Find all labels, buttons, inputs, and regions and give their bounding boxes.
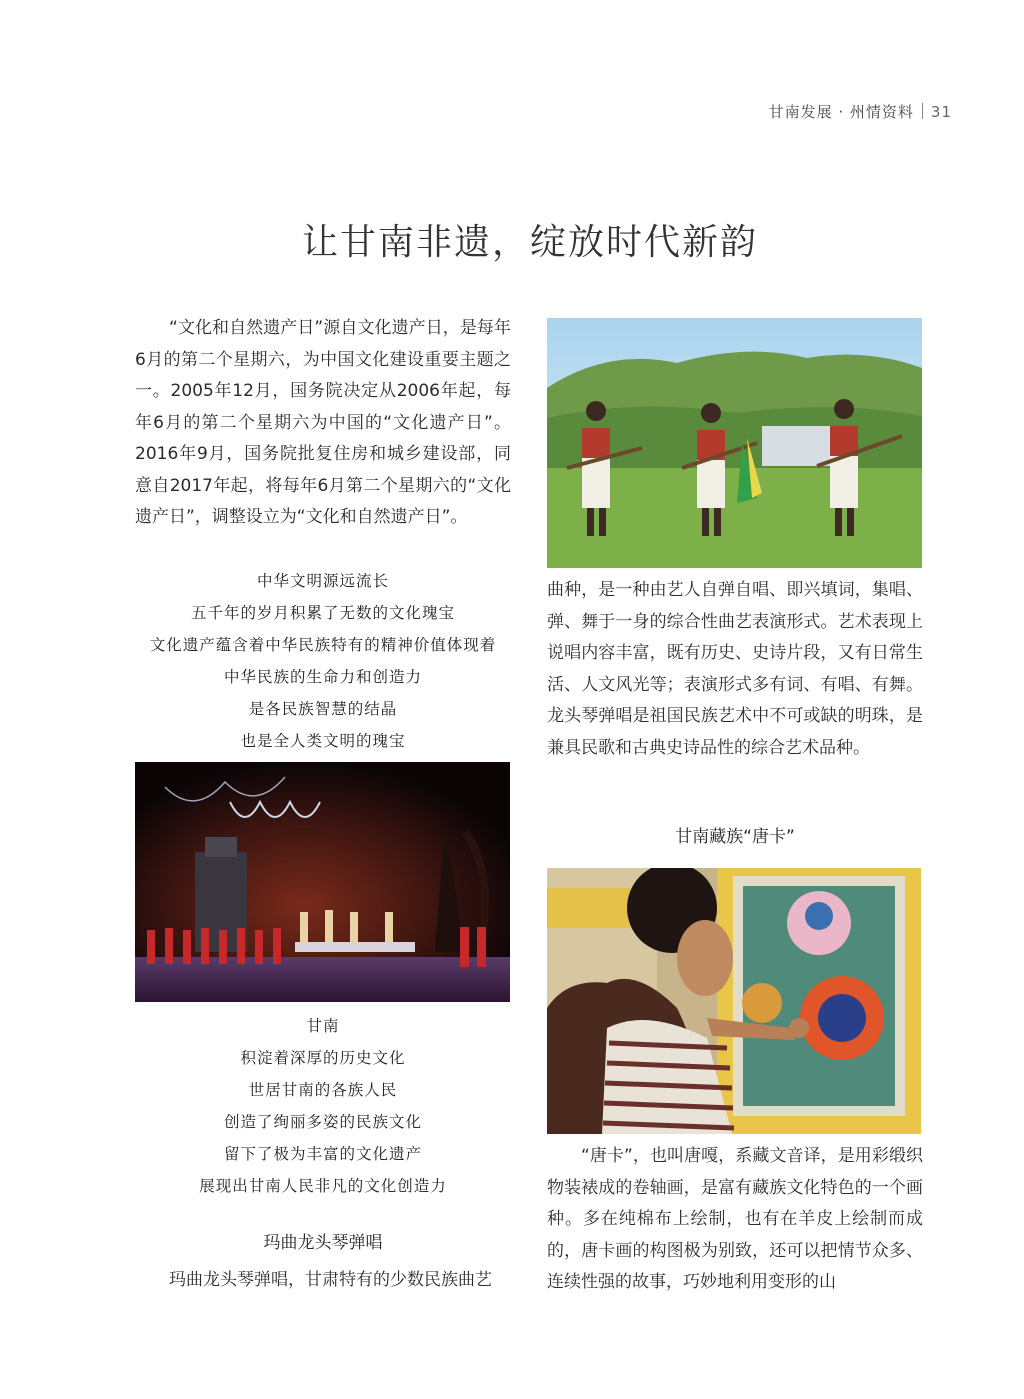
poem-block-1 — [135, 565, 511, 757]
poem-line: 留下了极为丰富的文化遗产 — [223, 1145, 422, 1163]
longtouqin-musicians-photo — [547, 318, 922, 568]
poem-line: 世居甘南的各族人民 — [248, 1081, 398, 1099]
stage-performance-photo — [135, 762, 510, 1002]
poem-line: 是各民族智慧的结晶 — [248, 700, 398, 718]
poem-block-2 — [135, 1010, 511, 1202]
poem-line: 甘南 — [306, 1017, 340, 1035]
thangka-painting-photo — [547, 868, 921, 1134]
poem-line: 积淀着深厚的历史文化 — [240, 1049, 406, 1067]
thangka-paragraph: “唐卡”，也叫唐嘎，系藏文音译，是用彩缎织物装裱成的卷轴画，是富有藏族文化特色的一个画种。多在纯棉布上绘制，也有在羊皮上绘制而成的，唐卡画的构图极为别致，还可以把情节众多、连续性强的故事，巧妙地利用变形的山 — [547, 1146, 923, 1292]
page-number: 31 — [930, 103, 952, 121]
publication-name: 甘南发展 · 州情资料 — [768, 103, 914, 121]
poem-line: 五千年的岁月积累了无数的文化瑰宝 — [190, 604, 455, 622]
section-heading-thangka: 甘南藏族“唐卡” — [675, 827, 795, 847]
poem-line: 创造了绚丽多姿的民族文化 — [223, 1113, 422, 1131]
section-heading-longtouqin: 玛曲龙头琴弹唱 — [263, 1233, 383, 1253]
poem-line: 也是全人类文明的瑰宝 — [240, 732, 406, 750]
intro-paragraph: “文化和自然遗产日”源自文化遗产日，是每年6月的第二个星期六，为中国文化建设重要主题之一。2005年12月，国务院决定从2006年起，每年6月的第二个星期六为中国的“文化遗产日”。2016年9月，国务院批复住房和城乡建设部，同意自2017年起，将每年6月第二个星期六的“文化遗产日”，调整设立为“文化和自然遗产日”。 — [135, 318, 511, 527]
poem-line: 文化遗产蕴含着中华民族特有的精神价值体现着 — [149, 636, 497, 654]
header-divider — [922, 103, 923, 119]
article-title: 让甘南非遗，绽放时代新韵 — [301, 222, 758, 263]
running-header — [769, 101, 952, 122]
poem-line: 展现出甘南人民非凡的文化创造力 — [199, 1177, 447, 1195]
poem-line: 中华民族的生命力和创造力 — [223, 668, 422, 686]
longtouqin-continued-paragraph: 曲种，是一种由艺人自弹自唱、即兴填词，集唱、弹、舞于一身的综合性曲艺表演形式。艺术表现上说唱内容丰富，既有历史、史诗片段，又有日常生活、人文风光等；表演形式多有词、有唱、有舞。龙头琴弹唱是祖国民族艺术中不可或缺的明珠，是兼具民歌和古典史诗品性的综合艺术品种。 — [547, 580, 923, 758]
longtouqin-lead-paragraph: 玛曲龙头琴弹唱，甘肃特有的少数民族曲艺 — [169, 1270, 492, 1290]
poem-line: 中华文明源远流长 — [256, 572, 389, 590]
